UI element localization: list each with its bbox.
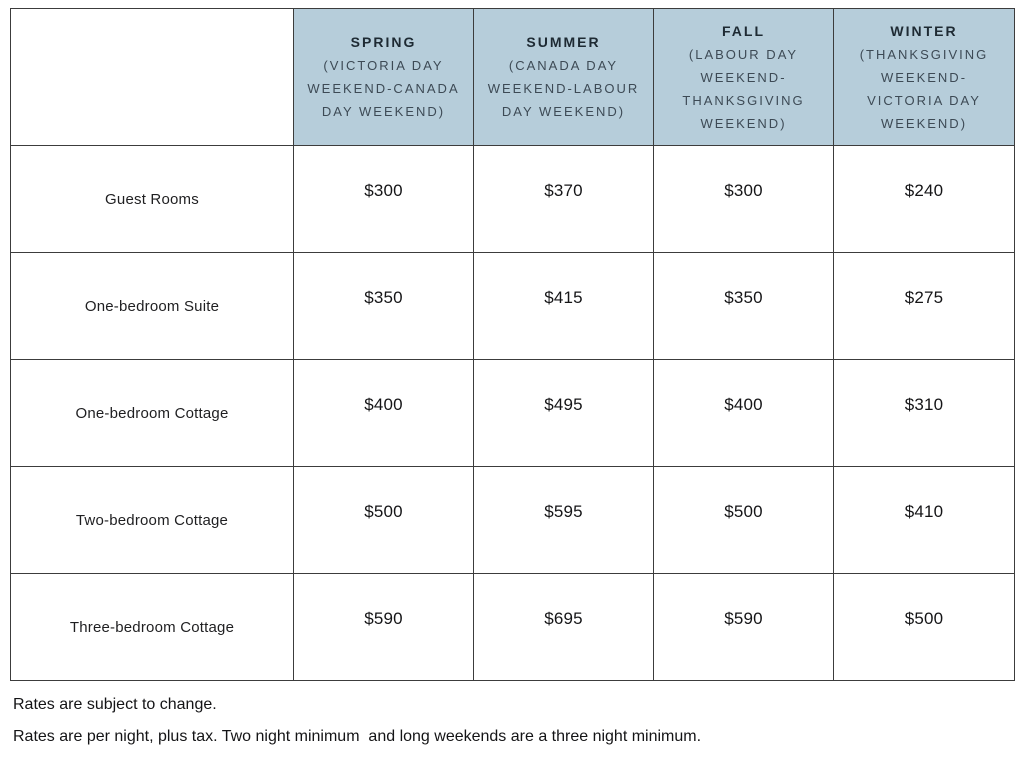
rate-cell: $300: [294, 146, 474, 253]
header-row: [11, 9, 1015, 146]
rate-cell: $415: [474, 253, 654, 360]
rate-cell: $400: [654, 360, 834, 467]
footnotes: [13, 689, 701, 753]
season-name: FALL: [722, 22, 765, 39]
table-row-one-bedroom-suite: [11, 253, 1015, 360]
table-row-guest-rooms: [11, 146, 1015, 253]
rate-cell: $500: [834, 574, 1015, 681]
rate-cell: $300: [654, 146, 834, 253]
room-type-label: One-bedroom Cottage: [11, 360, 294, 467]
room-type-label: Two-bedroom Cottage: [11, 467, 294, 574]
rate-cell: $695: [474, 574, 654, 681]
room-type-label: Three-bedroom Cottage: [11, 574, 294, 681]
rate-cell: $275: [834, 253, 1015, 360]
room-type-label: One-bedroom Suite: [11, 253, 294, 360]
season-header-summer: [474, 9, 654, 146]
season-header-spring: [294, 9, 474, 146]
rate-cell: $350: [294, 253, 474, 360]
rate-cell: $240: [834, 146, 1015, 253]
rate-cell: $500: [294, 467, 474, 574]
rate-cell: $590: [654, 574, 834, 681]
footnote-rates-subject-to-change: Rates are subject to change.: [13, 696, 217, 713]
season-date-range: (VICTORIA DAY WEEKEND-CANADA DAY WEEKEND): [307, 58, 460, 119]
season-date-range: (LABOUR DAY WEEKEND-THANKSGIVING WEEKEND): [682, 46, 805, 131]
season-name: WINTER: [890, 22, 958, 39]
seasonal-rates-table: [10, 8, 1015, 681]
table-row-one-bedroom-cottage: [11, 360, 1015, 467]
rate-cell: $350: [654, 253, 834, 360]
table-row-three-bedroom-cottage: [11, 574, 1015, 681]
rate-cell: $495: [474, 360, 654, 467]
season-header-fall: [654, 9, 834, 146]
rate-cell: $595: [474, 467, 654, 574]
rate-cell: $400: [294, 360, 474, 467]
rate-cell: $310: [834, 360, 1015, 467]
season-name: SPRING: [350, 34, 417, 50]
footnote-per-night-minimums: Rates are per night, plus tax. Two night minimum and long weekends are a three night minimum.: [13, 728, 702, 745]
rate-cell: $370: [474, 146, 654, 253]
table-row-two-bedroom-cottage: [11, 467, 1015, 574]
season-name: SUMMER: [526, 34, 601, 50]
corner-cell: [11, 9, 294, 146]
room-type-label: Guest Rooms: [11, 146, 294, 253]
season-date-range: (CANADA DAY WEEKEND-LABOUR DAY WEEKEND): [487, 58, 640, 119]
rate-cell: $410: [834, 467, 1015, 574]
rate-cell: $500: [654, 467, 834, 574]
season-header-winter: [834, 9, 1015, 146]
season-date-range: (THANKSGIVING WEEKEND-VICTORIA DAY WEEKEND): [859, 46, 989, 131]
rate-cell: $590: [294, 574, 474, 681]
